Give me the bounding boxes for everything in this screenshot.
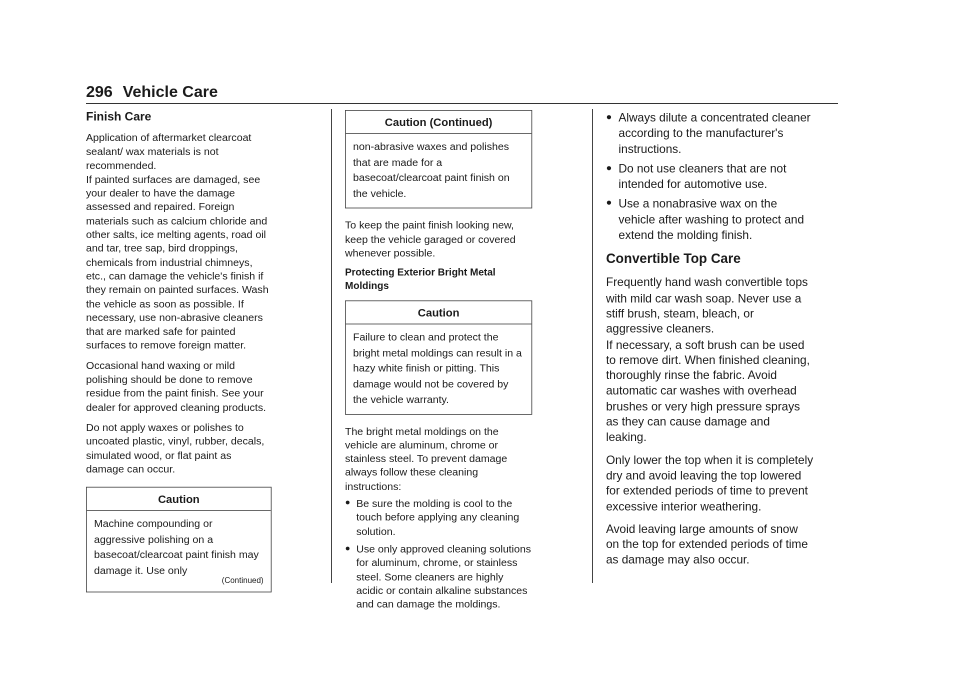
- caution-text: Failure to clean and protect the bright metal moldings can result in a hazy white finish or pitting. This damage would not be covered by the vehicle warranty.: [353, 330, 522, 406]
- header-rule: [86, 103, 838, 104]
- bullet-icon: ●: [345, 543, 351, 554]
- column-1: [86, 110, 272, 601]
- column-2: [345, 110, 532, 616]
- continued-label: (Continued): [221, 576, 264, 586]
- paragraph: Frequently hand wash convertible tops with mild car wash soap. Never use a stiff brush, steam, bleach, or aggressive cleaners.: [606, 275, 808, 336]
- page-header: [86, 84, 218, 102]
- list-item: ● Use only approved cleaning solutions for aluminum, chrome, or stainless steel. Some cleaners are highly acidic or contain alkaline substances and can damage the moldings.: [345, 542, 531, 611]
- bullet-icon: ●: [606, 111, 612, 123]
- list-item: ● Do not use cleaners that are not intended for automotive use.: [606, 161, 787, 191]
- bullet-list: [606, 110, 813, 243]
- bullet-icon: ●: [606, 162, 612, 174]
- paragraph: To keep the paint finish looking new, keep the vehicle garaged or covered whenever possible.: [345, 219, 516, 259]
- list-item: ● Use a nonabrasive wax on the vehicle after washing to protect and extend the molding finish.: [606, 197, 805, 242]
- column-3: [606, 110, 813, 575]
- subheading: Protecting Exterior Bright Metal Moldings: [345, 266, 496, 292]
- paragraph: Do not apply waxes or polishes to uncoated plastic, vinyl, rubber, decals, simulated wood, or flat paint as damage can occur.: [86, 421, 265, 475]
- caution-text: Machine compounding or aggressive polishing on a basecoat/clearcoat paint finish may damage it. Use only: [94, 517, 259, 577]
- caution-title: Caution (Continued): [346, 111, 532, 134]
- bullet-icon: ●: [345, 498, 351, 508]
- paragraph: Occasional hand waxing or mild polishing should be done to remove residue from the paint finish. See your dealer for approved cleaning products.: [86, 359, 267, 413]
- paragraph: The bright metal moldings on the vehicle are aluminum, chrome or stainless steel. To prevent damage always follow these cleaning instructions:: [345, 424, 508, 493]
- paragraph: Application of aftermarket clearcoat sealant/ wax materials is not recommended.: [86, 131, 252, 172]
- paragraph: Only lower the top when it is completely dry and avoid leaving the top lowered for extended periods of time to prevent excessive interior weathering.: [606, 453, 814, 513]
- column-divider-2: [592, 109, 593, 583]
- paragraph: If necessary, a soft brush can be used to remove dirt. When finished cleaning, thoroughly rinse the fabric. Avoid automatic car washes with overhead brushes or very high pressure sprays as they can cause damage and leaking.: [606, 337, 810, 444]
- caution-box: [86, 487, 272, 593]
- column-divider-1: [331, 109, 332, 583]
- caution-title: Caution: [87, 488, 271, 511]
- page-number: 296: [86, 84, 113, 101]
- finish-care-heading: Finish Care: [86, 110, 152, 124]
- caution-continued-box: [345, 110, 532, 209]
- bullet-list: [345, 496, 532, 611]
- section-title: Vehicle Care: [122, 84, 218, 101]
- caution-title: Caution: [346, 301, 532, 324]
- list-item: ● Always dilute a concentrated cleaner according to the manufacturer's instructions.: [606, 110, 811, 156]
- caution-box: [345, 300, 532, 414]
- paragraph: Avoid leaving large amounts of snow on the top for extended periods of time as damage may also occur.: [606, 522, 808, 567]
- paragraph: If painted surfaces are damaged, see your dealer to have the damage assessed and repaired. Foreign materials such as calcium chloride and other salts, ice melting agents, road oil and tar, tree sap, bird droppings, chemicals from industrial chimneys, etc., can damage the vehicle's finish if they remain on painted surfaces. Wash the vehicle as soon as possible. If necessary, use non-abrasive cleaners that are marked safe for painted surfaces to remove foreign matter.: [86, 173, 269, 352]
- list-item: ● Be sure the molding is cool to the touch before applying any cleaning solution.: [345, 497, 520, 537]
- bullet-icon: ●: [606, 198, 612, 209]
- convertible-top-heading: Convertible Top Care: [606, 251, 741, 267]
- caution-text: non-abrasive waxes and polishes that are made for a basecoat/clearcoat paint finish on the vehicle.: [353, 140, 510, 200]
